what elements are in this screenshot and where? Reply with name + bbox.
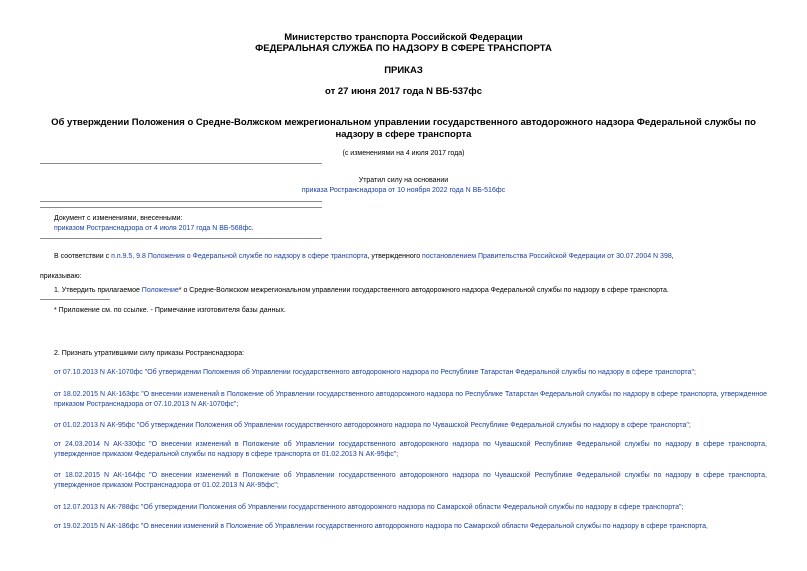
divider (40, 163, 322, 164)
repeal-label: Утратил силу на основании (358, 177, 449, 184)
orders-word: приказываю: (40, 273, 82, 280)
item-1 (54, 286, 669, 295)
repealed-order-item[interactable]: от 18.02.2015 N АК-163фс "О внесении изменений в Положение об Управлении государственного автодорожного надзора по Республике Татарстан Федеральной службы по надзору в сфере транспорта, утвержденное приказом Ространснадзора от 07.10.2013 N АК-1070фс"; (54, 391, 767, 408)
preamble-text: В соответствии с (54, 253, 112, 260)
doc-type-heading: ПРИКАЗ (384, 65, 423, 76)
service-heading: ФЕДЕРАЛЬНАЯ СЛУЖБА ПО НАДЗОРУ В СФЕРЕ ТРАНСПОРТА (255, 43, 552, 54)
document-title: Об утверждении Положения о Средне-Волжском межрегиональном управлении государственного автодорожного надзора Федеральной службы по надзору в сфере транспорта (51, 117, 756, 140)
repealed-order-item[interactable]: от 19.02.2015 N АК-186фс "О внесении изменений в Положение об Управлении государственного автодорожного надзора по Самарской области Федеральной службы по надзору в сфере транспорта, (54, 523, 708, 530)
regulation-appendix-link[interactable]: Положение (141, 287, 179, 294)
government-decree-link[interactable]: постановлением Правительства Российской Федерации от 30.07.2004 N 398 (422, 253, 672, 260)
changes-link[interactable]: приказом Ространснадзора от 4 июля 2017 года N ВБ-568фс (54, 225, 252, 232)
divider (40, 207, 322, 208)
repealed-order-item[interactable]: от 01.02.2013 N АК-95фс "Об утверждении Положения об Управлении государственного автодорожного надзора по Чувашской Республике Федеральной службы по надзору в сфере транспорта"; (54, 422, 691, 429)
preamble-text: , утвержденного (367, 253, 423, 260)
doc-date-number: от 27 июня 2017 года N ВБ-537фс (325, 86, 482, 97)
repealed-order-item[interactable]: от 12.07.2013 N АК-788фс "Об утверждении Положения об Управлении государственного автодорожного надзора по Самарской области Федеральной службы по надзору в сфере транспорта"; (54, 504, 684, 511)
changes-suffix: . (251, 225, 254, 232)
regulation-link[interactable]: п.п.9.5, 9.8 Положения о Федеральной службе по надзору в сфере транспорта (111, 253, 368, 260)
edition-note: (с изменениями на 4 июля 2017 года) (342, 150, 465, 157)
changes-line (54, 224, 254, 233)
repealed-order-item[interactable]: от 07.10.2013 N АК-1070фс "Об утверждении Положения об Управлении государственного автодорожного надзора по Республике Татарстан Федеральной службы по надзору в сфере транспорта"; (54, 369, 696, 376)
item-2: 2. Признать утратившими силу приказы Ространснадзора: (54, 350, 245, 357)
ministry-heading: Министерство транспорта Российской Федерации (284, 32, 523, 43)
preamble-text: , (671, 253, 674, 260)
item-1-text: 1. Утвердить прилагаемое (54, 287, 142, 294)
repealed-order-item[interactable]: от 24.03.2014 N АК-330фс "О внесении изменений в Положение об Управлении государственного автодорожного надзора по Чувашской Республике Федеральной службы по надзору в сфере транспорта, утвержденное приказом Федеральной службы по надзору в сфере транспорта от 01.02.2013 N АК-95фс"; (54, 441, 767, 458)
repeal-link[interactable]: приказа Ространснадзора от 10 ноября 2022 года N ВБ-516фс (301, 187, 506, 194)
preamble-paragraph (54, 252, 674, 261)
item-1-text: * о Средне-Волжском межрегиональном управлении государственного автодорожного надзора Федеральной службы по надзору в сфере транспорта. (178, 287, 669, 294)
changes-label: Документ с изменениями, внесенными: (54, 215, 183, 222)
footnote: * Приложение см. по ссылке. - Примечание изготовителя базы данных. (54, 307, 286, 314)
repealed-order-item[interactable]: от 18.02.2015 N АК-164фс "О внесении изменений в Положение об Управлении государственного автодорожного надзора по Чувашской Республике Федеральной службы по надзору в сфере транспорта, утвержденное приказом Ространснадзора от 01.02.2013 N АК-95фс"; (54, 472, 767, 489)
footnote-divider (40, 299, 110, 300)
divider (40, 238, 322, 239)
divider (40, 201, 322, 202)
